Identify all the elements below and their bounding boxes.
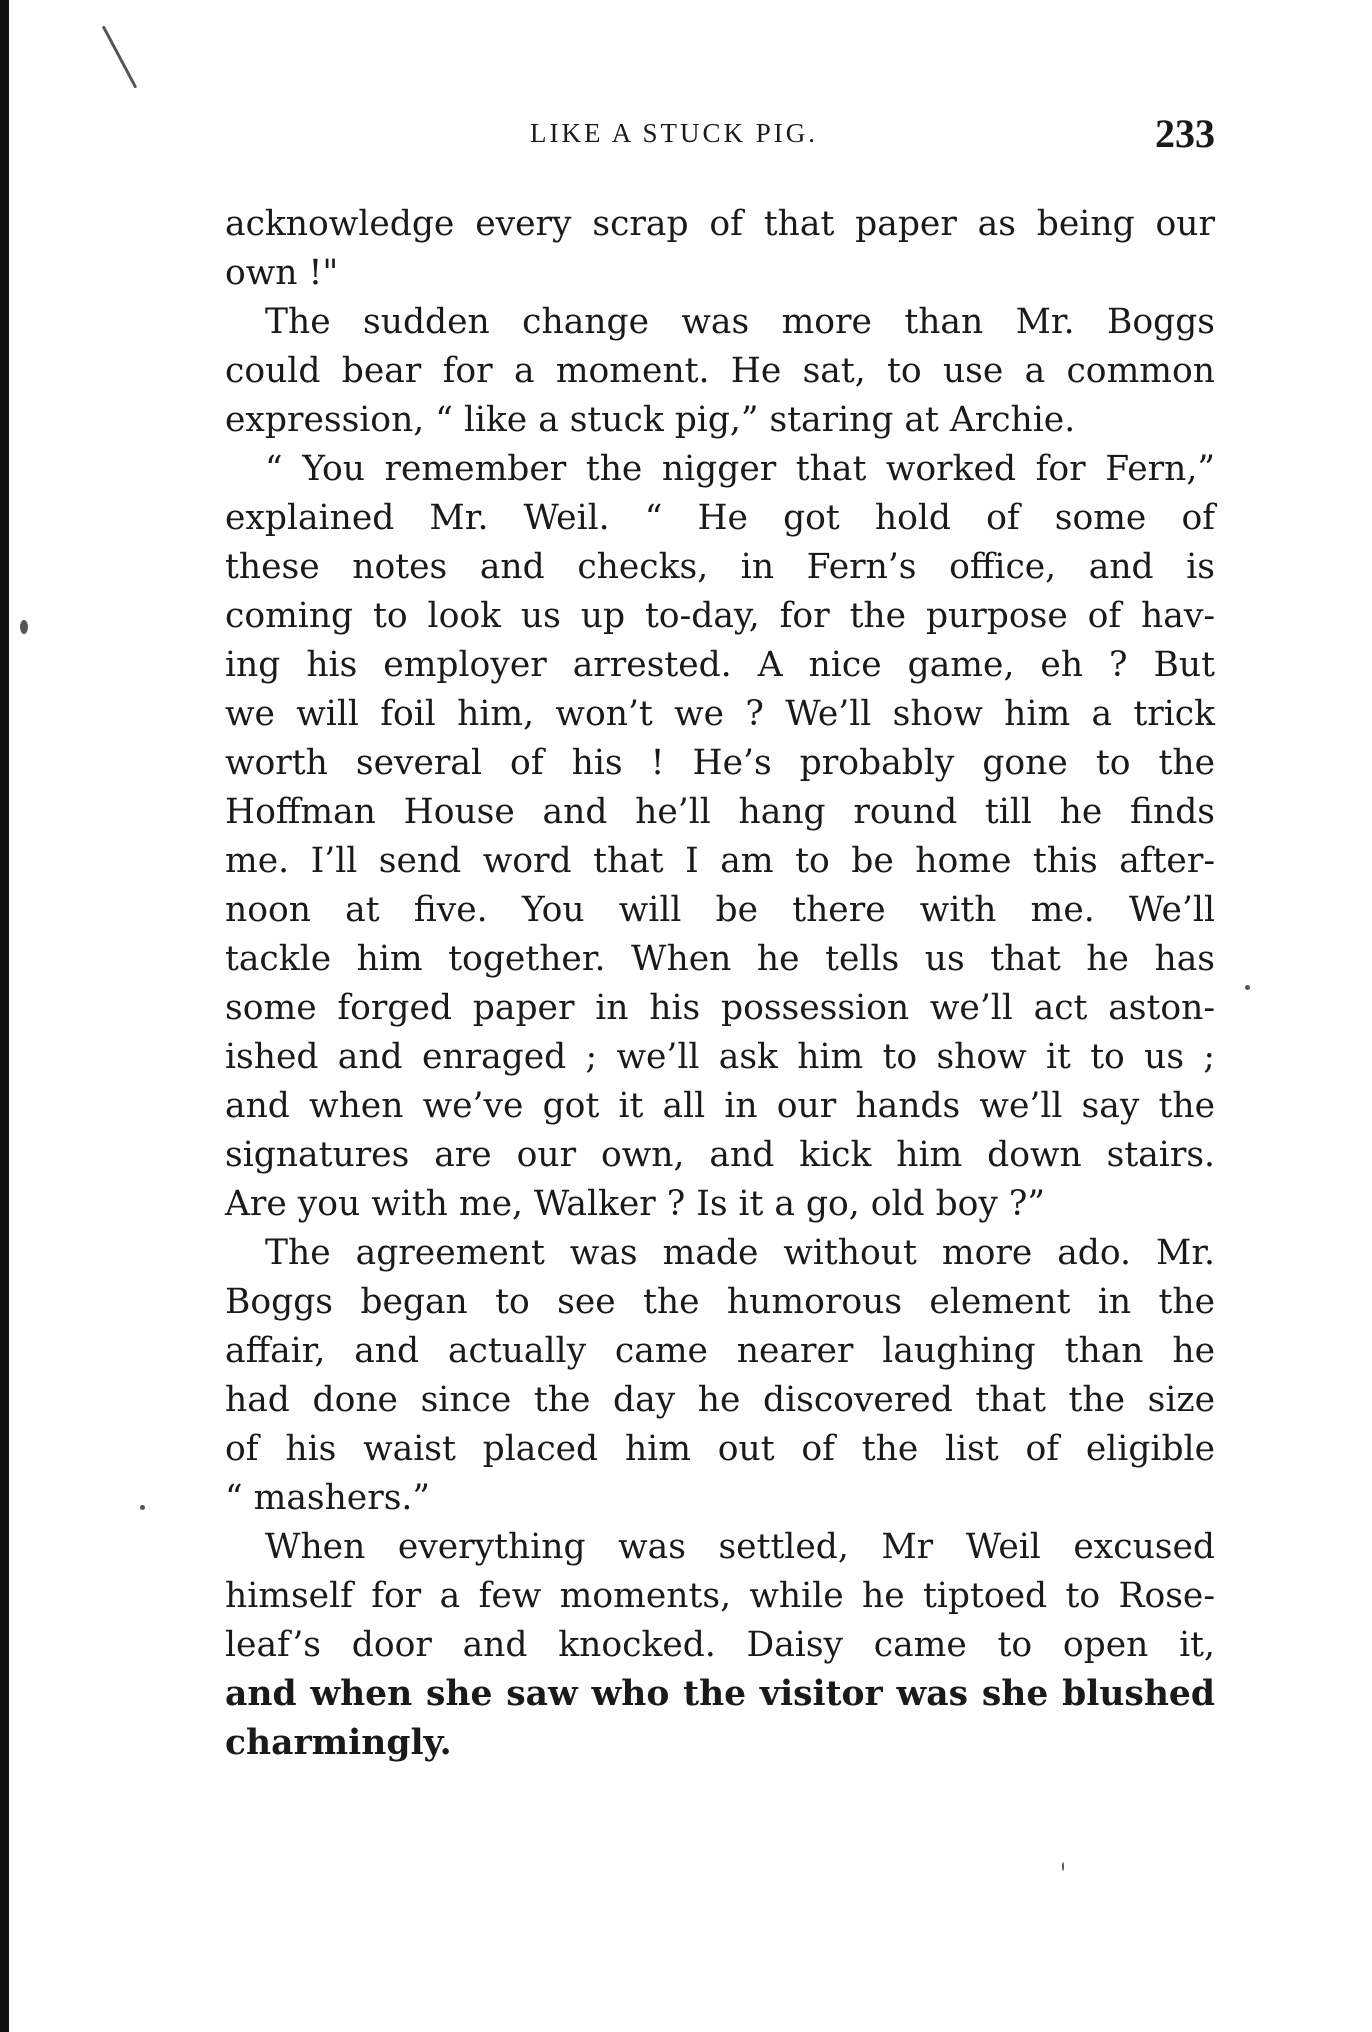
paragraph xyxy=(225,298,1215,445)
scan-speck xyxy=(20,620,28,634)
paragraph xyxy=(225,200,1215,298)
text-line: acknowledge every scrap of that paper as being our xyxy=(225,204,1215,244)
page-edge-shadow xyxy=(0,0,9,2032)
text-line: signatures are our own, and kick him down stairs. xyxy=(225,1135,1215,1175)
text-line: worth several of his ! He’s probably gone to the xyxy=(225,743,1215,783)
text-line: had done since the day he discovered that the size xyxy=(225,1380,1215,1420)
text-line: and when she saw who the visitor was she blushed xyxy=(225,1674,1215,1714)
text-line: “ mashers.” xyxy=(225,1478,431,1518)
running-head: LIKE A STUCK PIG. xyxy=(530,118,819,148)
scan-speck xyxy=(102,25,138,88)
text-line: Hoffman House and he’ll hang round till he finds xyxy=(225,792,1215,832)
text-line: When everything was settled, Mr Weil excused xyxy=(265,1527,1215,1567)
paragraph xyxy=(225,445,1215,1229)
text-line: some forged paper in his possession we’ll act aston- xyxy=(225,988,1215,1028)
text-line: expression, “ like a stuck pig,” staring at Archie. xyxy=(225,400,1076,440)
body-text xyxy=(225,200,1215,1768)
scan-speck xyxy=(1245,985,1250,990)
text-line: me. I’ll send word that I am to be home this after- xyxy=(225,841,1215,881)
text-line: The sudden change was more than Mr. Boggs xyxy=(265,302,1215,342)
text-line: tackle him together. When he tells us that he has xyxy=(225,939,1215,979)
text-line: we will foil him, won’t we ? We’ll show him a trick xyxy=(225,694,1215,734)
text-line: could bear for a moment. He sat, to use a common xyxy=(225,351,1215,391)
text-line: himself for a few moments, while he tiptoed to Rose- xyxy=(225,1576,1215,1616)
text-line: own !" xyxy=(225,253,339,293)
scan-speck xyxy=(1062,1862,1064,1871)
page-header xyxy=(225,111,1215,168)
paragraph xyxy=(225,1229,1215,1523)
text-line: these notes and checks, in Fern’s office, and is xyxy=(225,547,1215,587)
text-line: charmingly. xyxy=(225,1723,452,1763)
text-line: noon at five. You will be there with me. We’ll xyxy=(225,890,1215,930)
text-line: Are you with me, Walker ? Is it a go, old boy ?” xyxy=(225,1184,1046,1224)
text-line: ing his employer arrested. A nice game, eh ? But xyxy=(225,645,1215,685)
text-line: “ You remember the nigger that worked for Fern,” xyxy=(265,449,1215,489)
text-line: explained Mr. Weil. “ He got hold of some of xyxy=(225,498,1215,538)
text-line: The agreement was made without more ado. Mr. xyxy=(265,1233,1215,1273)
paragraph xyxy=(225,1523,1215,1768)
text-line: ished and enraged ; we’ll ask him to show it to us ; xyxy=(225,1037,1215,1077)
text-line: and when we’ve got it all in our hands we’ll say the xyxy=(225,1086,1215,1126)
scan-speck xyxy=(140,1505,145,1510)
text-line: of his waist placed him out of the list of eligible xyxy=(225,1429,1215,1469)
text-line: coming to look us up to-day, for the purpose of hav- xyxy=(225,596,1215,636)
page-number: 233 xyxy=(1155,111,1215,156)
text-line: affair, and actually came nearer laughing than he xyxy=(225,1331,1215,1371)
text-line: Boggs began to see the humorous element in the xyxy=(225,1282,1215,1322)
text-line: leaf’s door and knocked. Daisy came to open it, xyxy=(225,1625,1215,1665)
